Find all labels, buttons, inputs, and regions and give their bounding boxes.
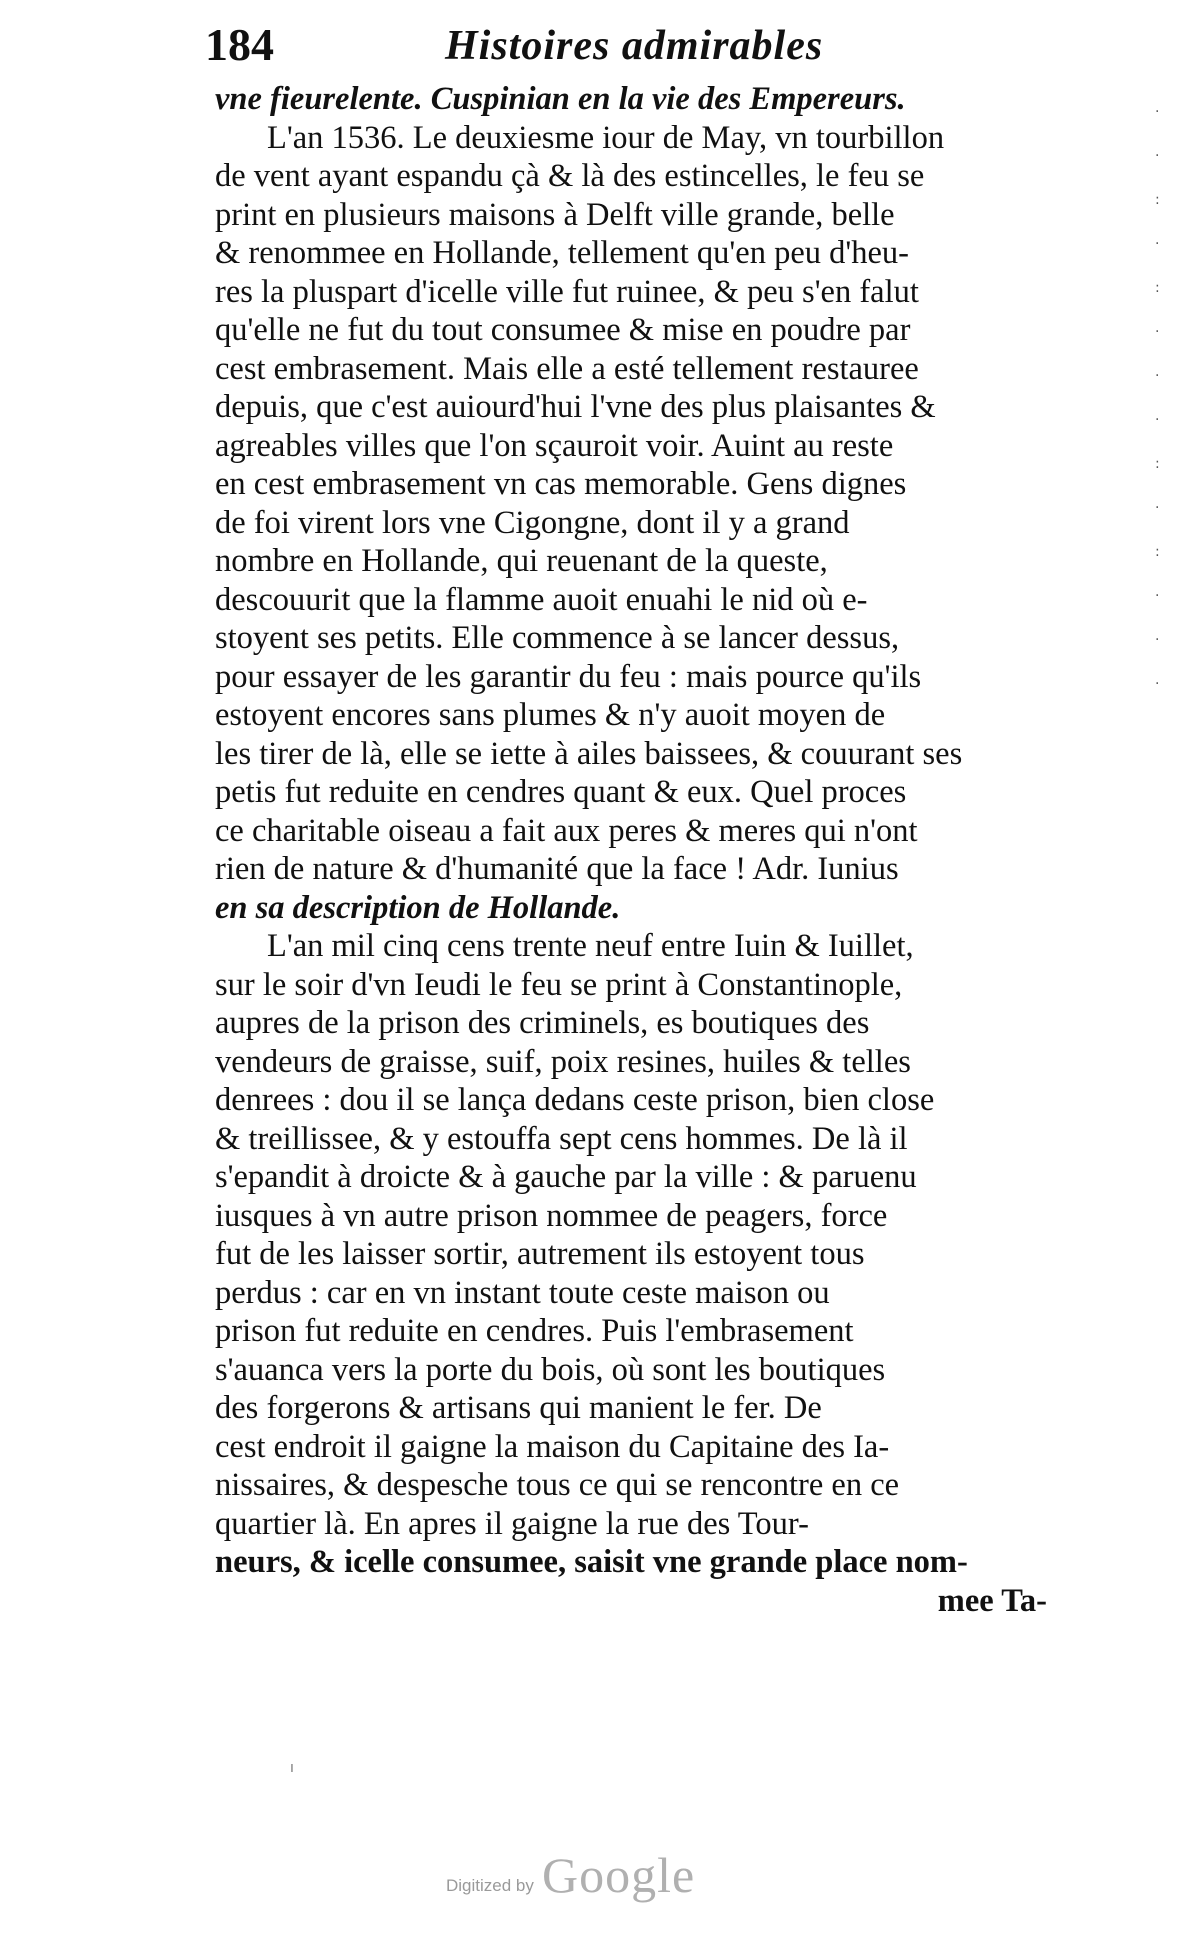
text-line: estoyent encores sans plumes & n'y auoit moyen de [215, 697, 886, 733]
text-line: aupres de la prison des criminels, es boutiques des [215, 1005, 870, 1041]
text-line: & treillissee, & y estouffa sept cens hommes. De là il [215, 1120, 908, 1157]
text-line: quartier là. En apres il gaigne la rue des Tour- [215, 1505, 809, 1542]
text-line: en sa description de Hollande. [215, 889, 621, 926]
text-line: ce charitable oiseau a fait aux peres & meres qui n'ont [215, 812, 918, 849]
text-line: prison fut reduite en cendres. Puis l'embrasement [215, 1313, 854, 1349]
text-line: print en plusieurs maisons à Delft ville grande, belle [215, 196, 895, 233]
text-line: iusques à vn autre prison nommee de peagers, force [215, 1197, 888, 1234]
text-line: L'an 1536. Le deuxiesme iour de May, vn tourbillon [267, 119, 945, 156]
google-logo: Google [542, 1847, 696, 1903]
catchword: mee Ta- [937, 1582, 1047, 1619]
text-line: L'an mil cinq cens trente neuf entre Iuin & Iuillet, [267, 928, 914, 964]
digitization-watermark [446, 1846, 746, 1906]
text-line: vendeurs de graisse, suif, poix resines, huiles & telles [215, 1043, 911, 1080]
text-line: descouurit que la flamme auoit enuahi le nid où e- [215, 581, 868, 618]
text-line: rien de nature & d'humanité que la face ! Adr. Iunius [215, 851, 899, 887]
page-header [205, 18, 1055, 80]
text-line: sur le soir d'vn Ieudi le feu se print à Constantinople, [215, 966, 903, 1003]
text-line: les tirer de là, elle se iette à ailes baissees, & couurant ses [215, 735, 963, 772]
margin-specks: · · : · : · · · : · : · · · [1155, 104, 1160, 692]
text-line: nissaires, & despesche tous ce qui se rencontre en ce [215, 1467, 900, 1503]
watermark-small-text: Digitized by [446, 1876, 534, 1895]
text-line: nombre en Hollande, qui reuenant de la queste, [215, 543, 828, 579]
page-number: 184 [205, 19, 274, 70]
running-title: Histoires admirables [445, 23, 824, 69]
text-line: fut de les laisser sortir, autrement ils estoyent tous [215, 1236, 865, 1272]
text-line: cest endroit il gaigne la maison du Capitaine des Ia- [215, 1428, 890, 1465]
text-line: depuis, que c'est auiourd'hui l'vne des plus plaisantes & [215, 389, 936, 425]
text-line: agreables villes que l'on sçauroit voir. Auint au reste [215, 427, 894, 464]
scan-speck: ı [290, 1760, 294, 1776]
text-line: de vent ayant espandu çà & là des estincelles, le feu se [215, 158, 925, 194]
text-line: neurs, & icelle consumee, saisit vne grande place nom- [215, 1544, 968, 1580]
text-line: petis fut reduite en cendres quant & eux. Quel proces [215, 774, 907, 810]
text-line: denrees : dou il se lança dedans ceste prison, bien close [215, 1082, 935, 1118]
text-line: s'epandit à droicte & à gauche par la ville : & paruenu [215, 1159, 917, 1195]
text-line: s'auanca vers la porte du bois, où sont les boutiques [215, 1351, 886, 1388]
text-line: pour essayer de les garantir du feu : mais pource qu'ils [215, 658, 922, 695]
text-line: & renommee en Hollande, tellement qu'en peu d'heu- [215, 235, 909, 271]
text-line: en cest embrasement vn cas memorable. Gens dignes [215, 466, 907, 502]
text-line: perdus : car en vn instant toute ceste maison ou [215, 1274, 830, 1311]
text-line: cest embrasement. Mais elle a esté tellement restauree [215, 350, 919, 387]
body-text [215, 80, 1055, 1620]
text-line: vne fieurelente. Cuspinian en la vie des Empereurs. [215, 81, 906, 117]
text-line: de foi virent lors vne Cigongne, dont il y a grand [215, 504, 850, 541]
text-line: qu'elle ne fut du tout consumee & mise en poudre par [215, 312, 911, 348]
text-line: stoyent ses petits. Elle commence à se lancer dessus, [215, 620, 900, 656]
text-line: res la pluspart d'icelle ville fut ruinee, & peu s'en falut [215, 273, 919, 310]
text-line: des forgerons & artisans qui manient le fer. De [215, 1390, 822, 1426]
